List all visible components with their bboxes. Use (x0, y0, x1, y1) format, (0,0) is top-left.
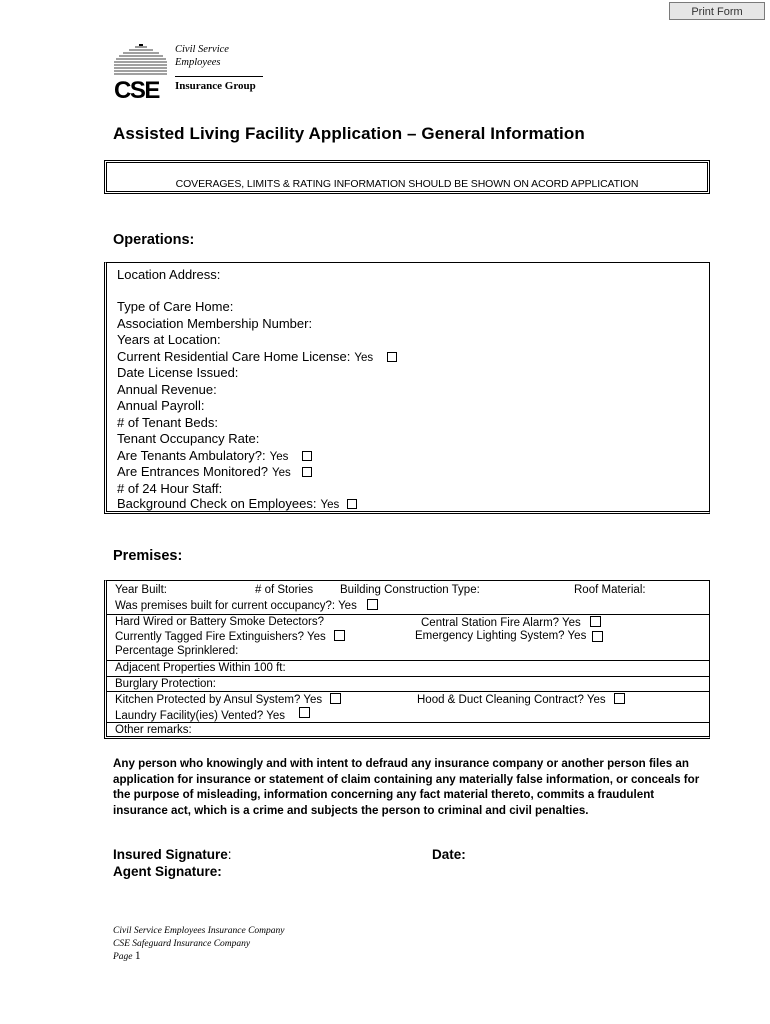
sprinklered-label: Percentage Sprinklered: (115, 645, 239, 657)
ops-label: # of 24 Hour Staff: (117, 480, 223, 496)
acord-notice-box (104, 160, 710, 194)
ops-field-location-address[interactable] (117, 267, 220, 282)
acord-notice-text: COVERAGES, LIMITS & RATING INFORMATION SHOULD BE SHOWN ON ACORD APPLICATION (175, 178, 639, 190)
premises-heading: Premises: (113, 548, 183, 564)
premises-box (104, 580, 710, 739)
emergency-lighting-label: Emergency Lighting System? Yes (415, 630, 587, 642)
central-alarm-checkbox[interactable] (590, 616, 601, 627)
ops-label: Are Entrances Monitored? (117, 464, 269, 479)
roof-material-label: Roof Material: (574, 584, 646, 596)
ops-label: Current Residential Care Home License: (117, 348, 351, 364)
built-for-occupancy-label: Was premises built for current occupancy?: Yes (115, 600, 357, 612)
burglary-protection-label: Burglary Protection: (115, 678, 216, 690)
adjacent-properties-label: Adjacent Properties Within 100 ft: (115, 662, 286, 674)
ops-label: Tenant Occupancy Rate: (117, 431, 260, 446)
ops-label: Date License Issued: (117, 365, 239, 380)
smoke-detectors-label: Hard Wired or Battery Smoke Detectors? (115, 616, 324, 628)
page-title: Assisted Living Facility Application – General Information (113, 124, 585, 143)
background-yes-checkbox[interactable] (347, 499, 357, 509)
page-number: Page 1 (113, 950, 141, 962)
logo-line-insurance-group: Insurance Group (175, 80, 256, 92)
ops-field-annual-revenue[interactable] (117, 382, 217, 397)
ops-field-type-of-care-home[interactable] (117, 299, 233, 314)
prem-row-adjacent (107, 660, 709, 674)
yes-label: Yes (269, 450, 289, 463)
ops-field-occupancy-rate[interactable] (117, 431, 259, 446)
footer-company-1: Civil Service Employees Insurance Company (113, 926, 285, 936)
extinguishers-checkbox[interactable] (334, 630, 345, 641)
entrances-yes-checkbox[interactable] (302, 467, 312, 477)
yes-label: Yes (320, 499, 340, 511)
agent-signature-label: Agent Signature: (113, 864, 222, 879)
yes-label: Yes (272, 467, 291, 479)
other-remarks-label: Other remarks: (115, 724, 192, 736)
prem-row-ansul (107, 691, 709, 706)
prem-row-other (107, 722, 709, 736)
ops-field-annual-payroll[interactable] (117, 398, 204, 413)
ops-label: Are Tenants Ambulatory?: (117, 447, 266, 463)
fraud-warning: Any person who knowingly and with intent to defraud any insurance company or another person files an application for insurance or statement of claim containing any materially false information, or conceals for the purpose of misleading, information concerning any fact material thereto, commits a fraudulent insurance act, which is a crime and subjects the person to criminal and civil penalties. (113, 757, 700, 817)
prem-row-smoke (107, 614, 709, 629)
logo-line-employees: Employees (175, 57, 221, 68)
ops-label: Association Membership Number: (117, 315, 313, 331)
ops-label: Location Address: (117, 267, 221, 282)
laundry-checkbox[interactable] (299, 707, 310, 718)
ops-label: Annual Payroll: (117, 398, 205, 413)
cse-logo (113, 44, 265, 102)
insured-signature-label: Insured Signature: (113, 847, 232, 862)
extinguishers-label: Currently Tagged Fire Extinguishers? Yes (115, 631, 326, 643)
ops-label: # of Tenant Beds: (117, 414, 218, 430)
date-label: Date: (432, 847, 466, 862)
ansul-checkbox[interactable] (330, 693, 341, 704)
ops-field-license (117, 349, 397, 364)
logo-divider (175, 76, 263, 77)
svg-text:CSE: CSE (114, 77, 159, 99)
central-alarm-label: Central Station Fire Alarm? Yes (421, 617, 581, 629)
logo-line-civil-service: Civil Service (175, 44, 229, 55)
ambulatory-yes-checkbox[interactable] (302, 451, 312, 461)
operations-box (104, 262, 710, 514)
footer-company-2: CSE Safeguard Insurance Company (113, 938, 251, 949)
ops-label: Background Check on Employees: (117, 496, 317, 511)
stories-label: # of Stories (255, 584, 314, 596)
ops-field-ambulatory (117, 448, 312, 463)
hood-duct-checkbox[interactable] (614, 693, 625, 704)
ops-label: Type of Care Home: (117, 299, 234, 314)
ops-field-tenant-beds[interactable] (117, 415, 218, 430)
prem-row-burglary (107, 676, 709, 690)
footer (113, 925, 284, 964)
ops-field-background-check (117, 496, 357, 511)
laundry-label: Laundry Facility(ies) Vented? Yes (115, 710, 286, 722)
ansul-label: Kitchen Protected by Ansul System? Yes (115, 694, 323, 706)
ops-label: Years at Location: (117, 332, 221, 347)
ops-field-24-hour-staff[interactable] (117, 481, 222, 496)
yes-label: Yes (354, 351, 374, 364)
year-built-label: Year Built: (115, 584, 167, 596)
print-form-button[interactable]: Print Form (669, 2, 765, 20)
built-for-occupancy-checkbox[interactable] (367, 599, 378, 610)
construction-type-label: Building Construction Type: (340, 584, 480, 596)
operations-heading: Operations: (113, 232, 195, 248)
ops-label: Annual Revenue: (117, 381, 217, 397)
license-yes-checkbox[interactable] (387, 352, 397, 362)
ops-field-entrances-monitored (117, 464, 312, 479)
emergency-lighting-checkbox[interactable] (592, 631, 603, 642)
cse-logo-mark (113, 44, 168, 99)
ops-field-association-number[interactable] (117, 316, 312, 331)
hood-duct-label: Hood & Duct Cleaning Contract? Yes (417, 694, 606, 706)
ops-field-date-license-issued[interactable] (117, 365, 238, 380)
ops-field-years-at-location[interactable] (117, 332, 221, 347)
